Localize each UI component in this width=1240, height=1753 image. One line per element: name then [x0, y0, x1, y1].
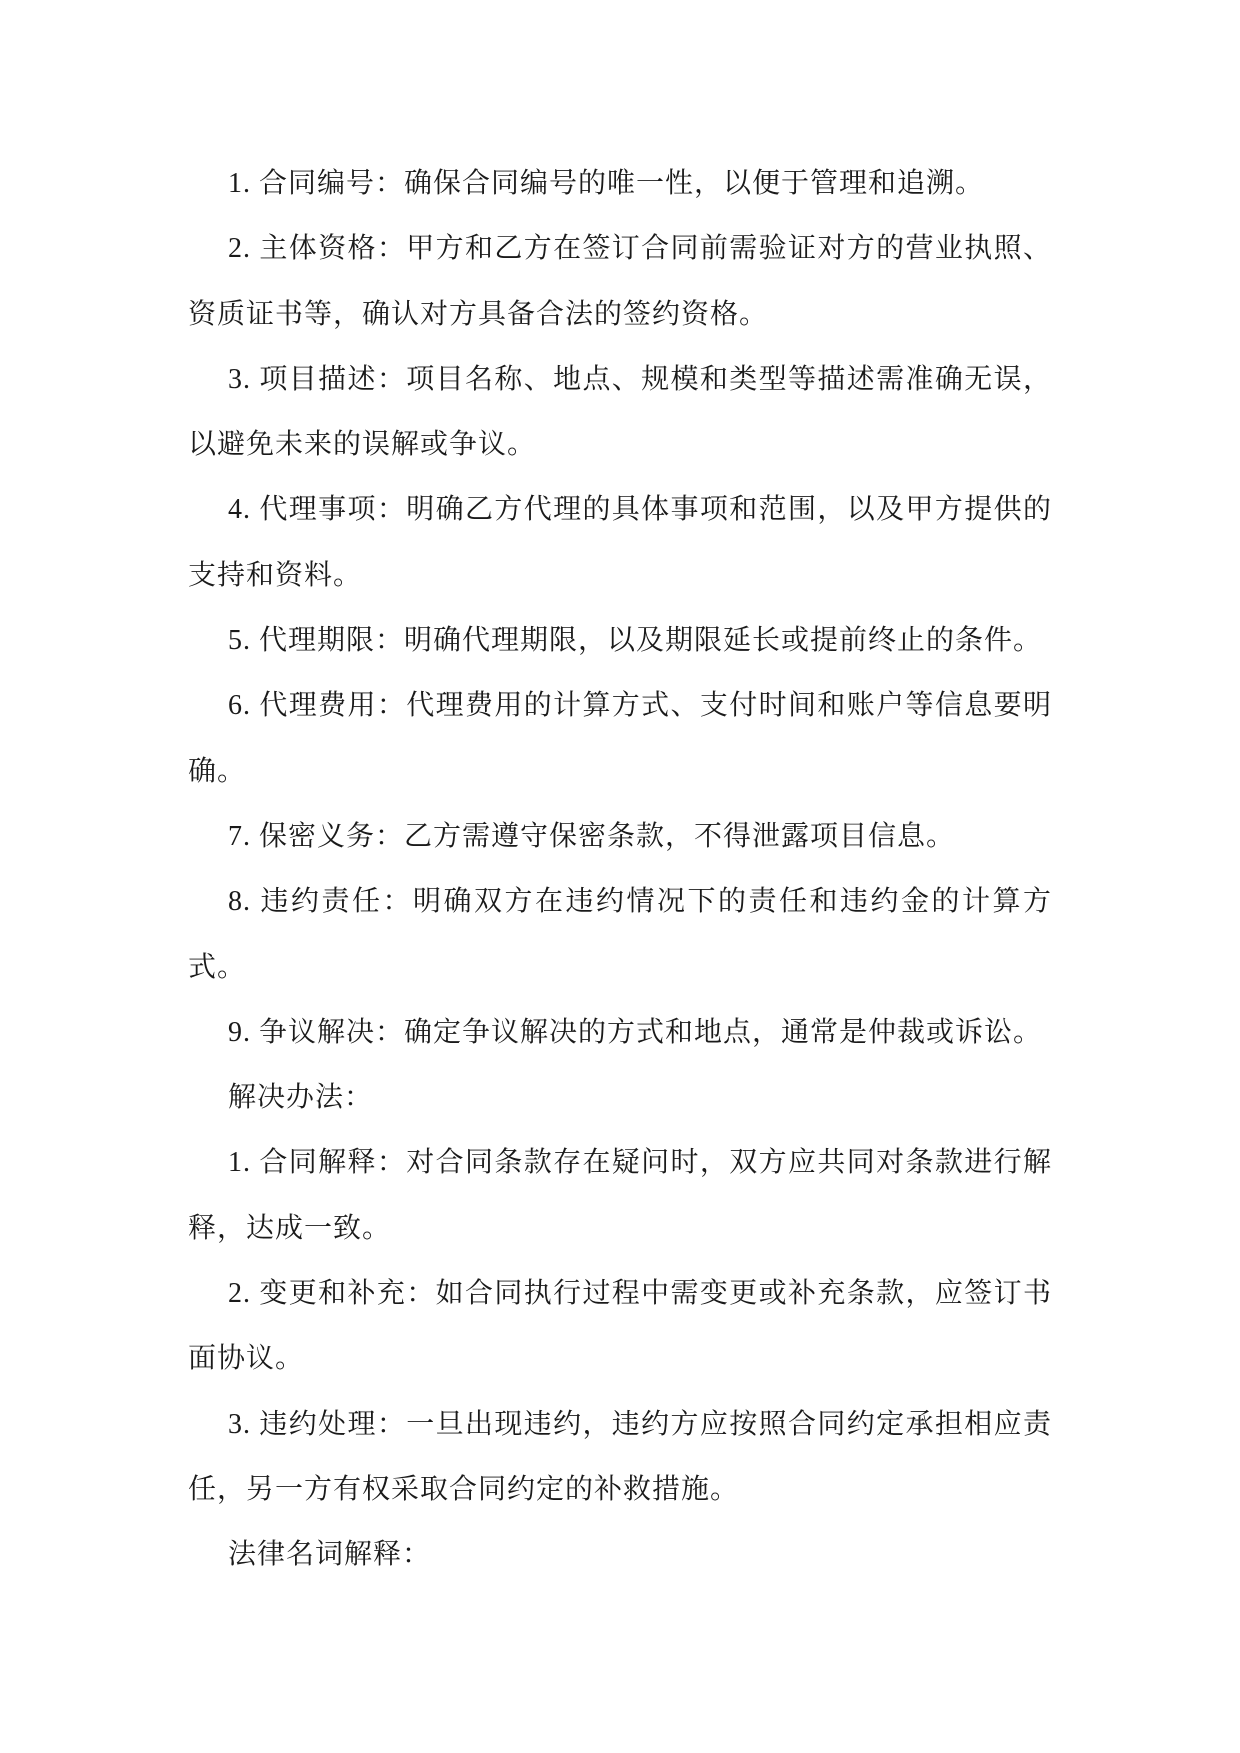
paragraph-6: 6. 代理费用：代理费用的计算方式、支付时间和账户等信息要明确。 — [188, 690, 1052, 787]
paragraph-7: 7. 保密义务：乙方需遵守保密条款，不得泄露项目信息。 — [228, 820, 956, 852]
paragraph-4: 4. 代理事项：明确乙方代理的具体事项和范围，以及甲方提供的支持和资料。 — [188, 494, 1052, 591]
paragraph-13: 3. 违约处理：一旦出现违约，违约方应按照合同约定承担相应责任，另一方有权采取合同约定的补救措施。 — [188, 1408, 1052, 1505]
paragraph-2: 2. 主体资格：甲方和乙方在签订合同前需验证对方的营业执照、资质证书等，确认对方具备合法的签约资格。 — [188, 233, 1052, 330]
paragraph-3: 3. 项目描述：项目名称、地点、规模和类型等描述需准确无误，以避免未来的误解或争议。 — [188, 363, 1052, 461]
paragraph-9: 9. 争议解决：确定争议解决的方式和地点，通常是仲裁或诉讼。 — [228, 1016, 1043, 1048]
paragraph-10: 解决办法： — [228, 1082, 374, 1114]
paragraph-1: 1. 合同编号：确保合同编号的唯一性，以便于管理和追溯。 — [228, 168, 985, 199]
paragraph-11: 1. 合同解释：对合同条款存在疑问时，双方应共同对条款进行解释，达成一致。 — [188, 1147, 1052, 1244]
document-body — [188, 151, 1052, 1588]
paragraph-14: 法律名词解释： — [228, 1539, 432, 1571]
paragraph-8: 8. 违约责任：明确双方在违约情况下的责任和违约金的计算方式。 — [188, 886, 1052, 983]
paragraph-5: 5. 代理期限：明确代理期限，以及期限延长或提前终止的条件。 — [228, 625, 1043, 657]
paragraph-12: 2. 变更和补充：如合同执行过程中需变更或补充条款，应签订书面协议。 — [188, 1278, 1052, 1375]
